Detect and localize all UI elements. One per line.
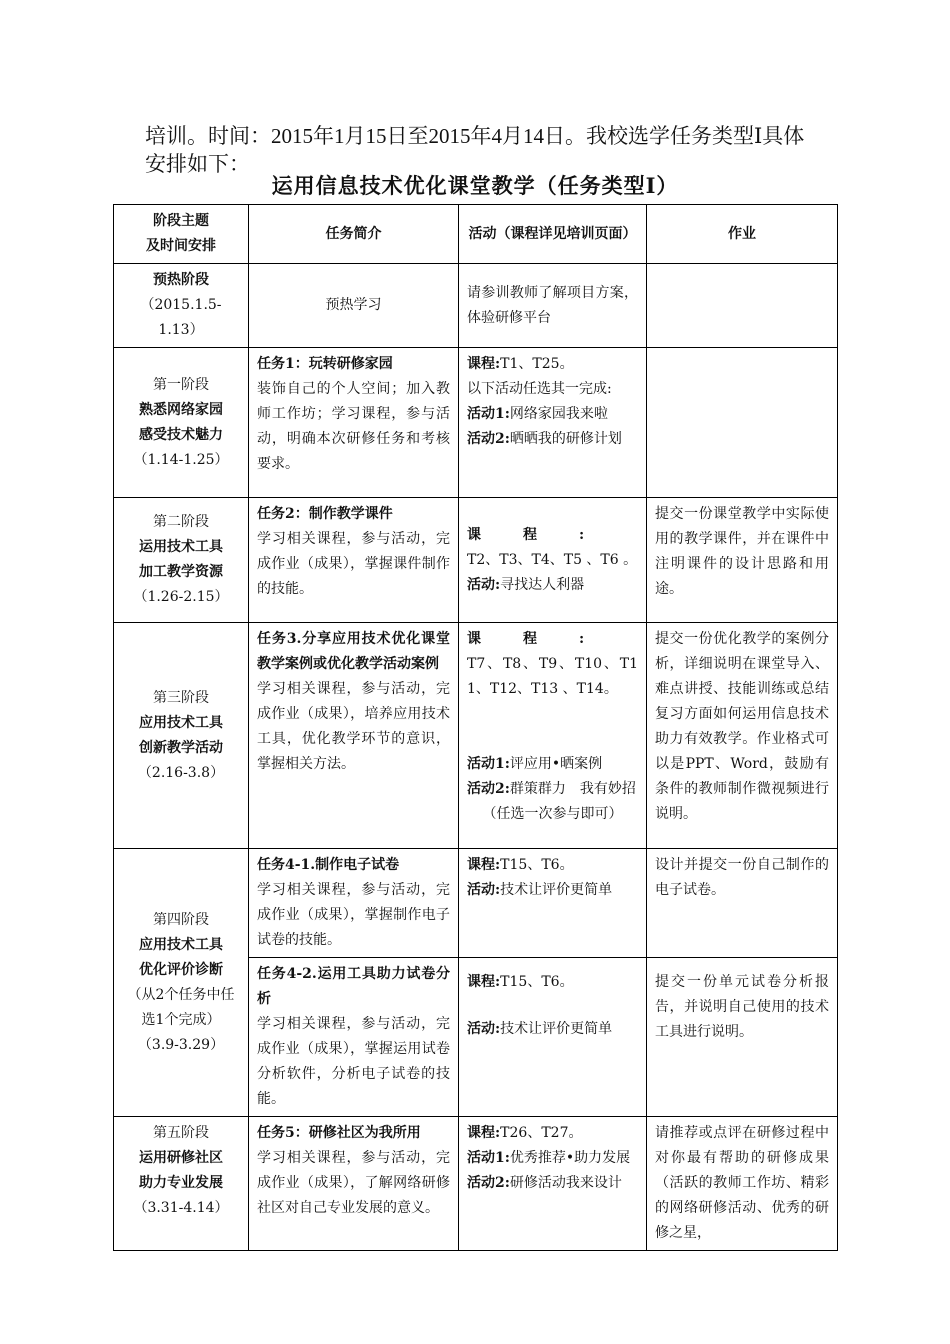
stage-theme: 应用技术工具 [139,936,223,953]
course-label: 课程: [467,857,501,873]
stage-theme: 创新教学活动 [139,739,223,756]
task-body: 学习相关课程，参与活动，完成作业（成果），掌握运用试卷分析软件，分析电子试卷的技能。 [257,1016,450,1107]
activity-name: 晒晒我的研修计划 [509,431,622,447]
activity-name: 技术让评价更简单 [500,1021,613,1037]
stage-theme: 助力专业发展 [139,1175,223,1191]
task-body: 学习相关课程，参与活动，完成作业（成果），掌握课件制作的技能。 [257,531,450,597]
activity-name: 寻找达人利器 [500,576,585,593]
task-title: 任务5：研修社区为我所用 [257,1125,421,1141]
stage-cell [114,1117,249,1251]
table-row [114,498,838,623]
activity-label: 活动2: [467,781,510,797]
table-title: 运用信息技术优化课堂教学（任务类型Ⅰ） [271,173,679,198]
homework-text: 提交一份单元试卷分析报告，并说明自己使用的技术工具进行说明。 [655,974,829,1040]
stage-time: （3.9-3.29） [137,1036,225,1053]
stage-name: 第一阶段 [153,376,209,393]
task-body: 学习相关课程，参与活动，完成作业（成果），掌握制作电子试卷的技能。 [257,882,450,948]
task-title: 任务4-2.运用工具助力试卷分析 [257,966,450,1007]
stage-cell [114,849,249,1117]
stage-theme: 感受技术魅力 [139,426,223,443]
activity-name: 研修活动我来设计 [509,1175,622,1191]
task-title: 任务3.分享应用技术优化课堂教学案例或优化教学活动案例 [257,631,450,672]
homework-cell: 设计并提交一份自己制作的电子试卷。 [647,849,838,958]
course-label: 课 程 : [467,526,585,543]
course-list: T15、T6。 [500,857,574,873]
activity-cell [459,849,647,958]
activity-label: 活动2: [467,431,510,447]
course-list: T1、T25。 [500,356,574,372]
intro-paragraph: 培训。时间：2015年1月15日至2015年4月14日。我校选学任务类型Ⅰ具体安排如下： [145,124,805,176]
task-title: 任务4-1.制作电子试卷 [257,857,400,873]
stage-theme: 熟悉网络家园 [139,401,223,418]
stage-time: （1.26-2.15） [133,589,229,605]
activity-cell [459,498,647,623]
header-task: 任务简介 [249,205,459,264]
task-body: 装饰自己的个人空间；加入教师工作坊；学习课程，参与活动，明确本次研修任务和考核要求。 [257,381,450,472]
activity-name: 技术让评价更简单 [500,882,613,898]
task-body: 学习相关课程，参与活动，完成作业（成果），了解网络研修社区对自己专业发展的意义。 [257,1150,450,1216]
course-label: 课程: [467,1125,501,1141]
stage-name: 第三阶段 [153,689,209,706]
activity-label: 活动: [467,576,501,593]
course-label: 课 程 : [467,631,585,647]
activity-label: 活动1: [467,1150,510,1166]
task-cell [249,348,459,498]
activity-name: 评应用•晒案例 [509,756,603,772]
stage-time: （2015.1.5-1.13） [140,297,222,338]
stage-theme: 应用技术工具 [139,714,223,731]
course-list: T15、T6。 [500,974,574,990]
stage-choice-note: （从2个任务中任选1个完成） [127,986,235,1028]
task-title: 任务2：制作教学课件 [257,506,393,522]
activity-name: 优秀推荐•助力发展 [509,1150,631,1166]
task-title: 任务1：玩转研修家园 [257,356,393,372]
stage-cell [114,623,249,849]
header-stage: 阶段主题 及时间安排 [114,205,249,264]
header-homework: 作业 [647,205,838,264]
table-row [114,264,838,348]
task-cell: 预热学习 [249,264,459,348]
homework-cell: 提交一份优化教学的案例分析，详细说明在课堂导入、难点讲授、技能训练或总结复习方面如何运用信息技术助力有效教学。作业格式可以是PPT、Word，鼓励有条件的教师制作微视频进行说明。 [647,623,838,849]
task-cell [249,498,459,623]
course-list: T26、T27。 [500,1125,583,1141]
stage-theme: 优化评价诊断 [139,961,223,978]
table-row [114,1117,838,1251]
activity-cell [459,958,647,1117]
homework-cell: 请推荐或点评在研修过程中对你最有帮助的研修成果（活跃的教师工作坊、精彩的网络研修活动、优秀的研修之星， [647,1117,838,1251]
stage-time: （1.14-1.25） [133,451,229,468]
activity-name: 群策群力 我有妙招 [509,781,636,797]
stage-name: 第五阶段 [153,1125,209,1141]
homework-cell [647,348,838,498]
activity-label: 活动2: [467,1175,510,1191]
header-row [114,205,838,264]
course-label: 课程: [467,974,501,990]
stage-cell [114,498,249,623]
task-cell [249,958,459,1117]
activity-cell: 请参训教师了解项目方案，体验研修平台 [459,264,647,348]
stage-theme: 运用技术工具 [139,539,223,555]
activity-label: 活动1: [467,406,510,422]
activity-note: 以下活动任选其一完成: [467,381,612,397]
activity-cell [459,348,647,498]
task-cell [249,623,459,849]
activity-name: 网络家园我来啦 [509,406,608,422]
stage-name: 第四阶段 [153,911,209,928]
course-label: 课程: [467,356,501,372]
activity-note: （任选一次参与即可） [482,806,623,822]
homework-cell: 提交一份课堂教学中实际使用的教学课件，并在课件中注明课件的设计思路和用途。 [647,498,838,623]
homework-cell [647,958,838,1117]
stage-theme: 加工教学资源 [139,564,223,580]
table-row [114,348,838,498]
activity-label: 活动1: [467,756,510,772]
stage-name: 预热阶段 [153,272,209,288]
task-cell [249,849,459,958]
course-list: T2、T3、T4、T5 、T6 。 [467,551,638,568]
activity-cell [459,623,647,849]
stage-theme: 运用研修社区 [139,1150,223,1166]
homework-cell [647,264,838,348]
stage-cell [114,348,249,498]
task-cell [249,1117,459,1251]
table-row [114,849,838,958]
stage-cell [114,264,249,348]
task-body: 学习相关课程，参与活动，完成作业（成果），培养应用技术工具，优化教学环节的意识，掌握相关方法。 [257,681,450,772]
activity-cell [459,1117,647,1251]
activity-label: 活动: [467,882,501,898]
course-list: T7、T8、T9、T10、T11、T12、T13 、T14。 [467,656,638,697]
stage-time: （3.31-4.14） [133,1200,229,1216]
table-row [114,623,838,849]
schedule-table [113,204,838,1251]
stage-time: （2.16-3.8） [137,764,225,781]
activity-label: 活动: [467,1021,501,1037]
header-activity: 活动（课程详见培训页面） [459,205,647,264]
stage-name: 第二阶段 [153,514,209,530]
